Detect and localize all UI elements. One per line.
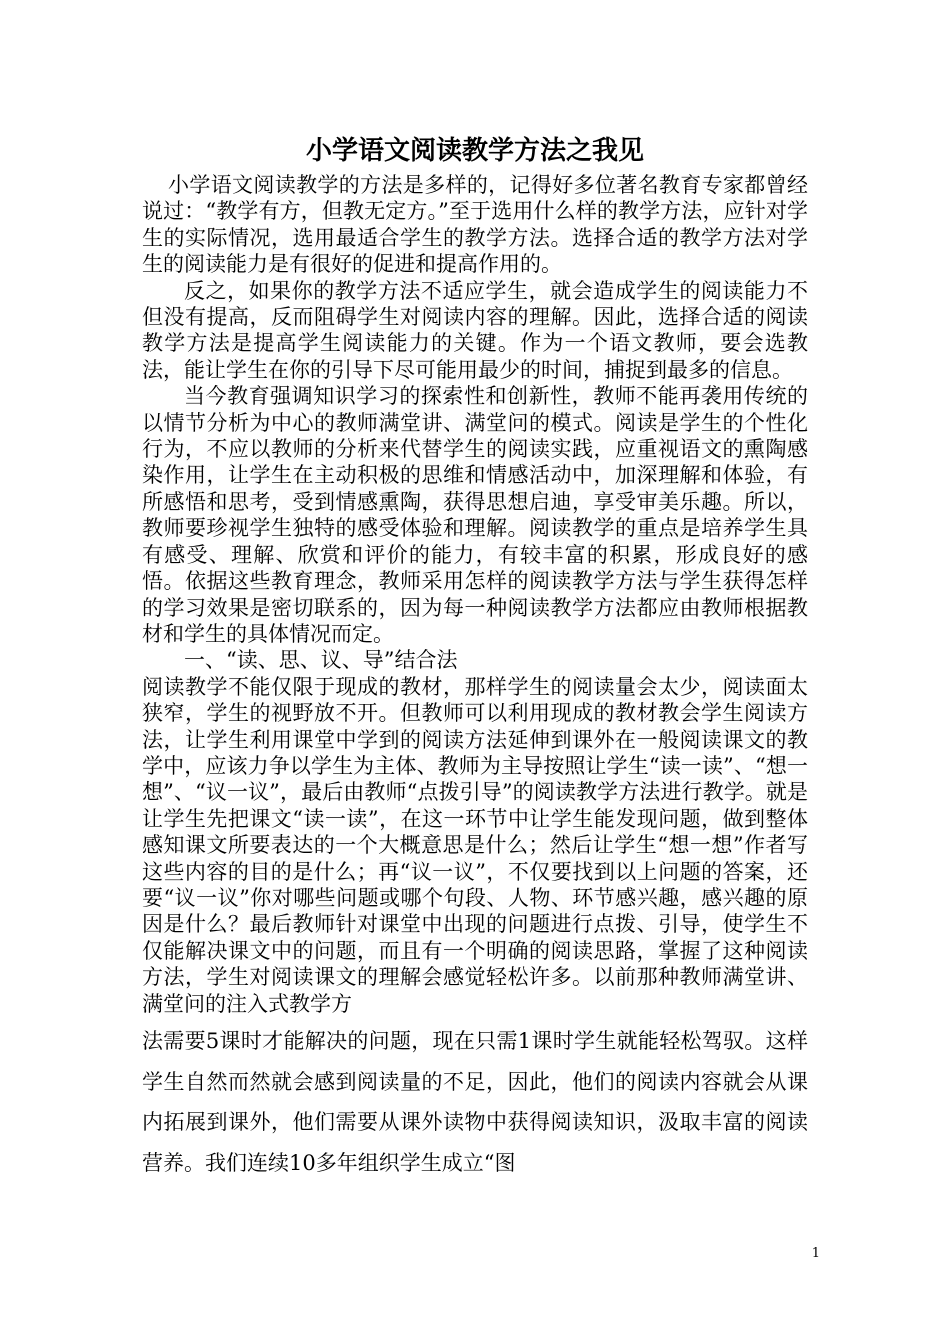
paragraph-2: 反之，如果你的教学方法不适应学生，就会造成学生的阅读能力不但没有提高，反而阻碍学生对阅读内容的理解。因此，选择合适的阅读教学方法是提高学生阅读能力的关键。作为一个语文教师，要会选教法，能让学生在你的引导下尽可能用最少的时间，捕捉到最多的信息。 — [142, 278, 808, 382]
section-heading: 一、“读、思、议、导”结合法 — [184, 648, 458, 673]
paragraph-1: 小学语文阅读教学的方法是多样的，记得好多位著名教育专家都曾经说过：“教学有方，但教无定方。”至于选用什么样的教学方法，应针对学生的实际情况，选用最适合学生的教学方法。选择合适的教学方法对学生的阅读能力是有很好的促进和提高作用的。 — [142, 173, 808, 277]
final-paragraph: 法需要5课时才能解决的问题，现在只需1课时学生就能轻松驾驭。这样学生自然而然就会感到阅读量的不足，因此，他们的阅读内容就会从课内拓展到课外，他们需要从课外读物中获得阅读知识，汲取丰富的阅读营养。我们连续10多年组织学生成立“图 — [142, 1029, 808, 1175]
paragraph-3: 当今教育强调知识学习的探索性和创新性，教师不能再袭用传统的以情节分析为中心的教师满堂讲、满堂问的模式。阅读是学生的个性化行为，不应以教师的分析来代替学生的阅读实践，应重视语文的熏陶感染作用，让学生在主动积极的思维和情感活动中，加深理解和体验，有所感悟和思考，受到情感熏陶，获得思想启迪，享受审美乐趣。所以，教师要珍视学生独特的感受体验和理解。阅读教学的重点是培养学生具有感受、理解、欣赏和评价的能力，有较丰富的积累，形成良好的感悟。依据这些教育理念，教师采用怎样的阅读教学方法与学生获得怎样的学习效果是密切联系的，因为每一种阅读教学方法都应由教师根据教材和学生的具体情况而定。 — [142, 384, 808, 646]
page-number: 1 — [811, 1246, 820, 1261]
document-body — [142, 172, 808, 1183]
document-title: 小学语文阅读教学方法之我见 — [305, 136, 644, 166]
section-paragraph: 阅读教学不能仅限于现成的教材，那样学生的阅读量会太少，阅读面太狭窄，学生的视野放不开。但教师可以利用现成的教材教会学生阅读方法，让学生利用课堂中学到的阅读方法延伸到课外在一般阅读课文的教学中，应该力争以学生为主体、教师为主导按照让学生“读一读”、“想一想”、“议一议”，最后由教师“点拨引导”的阅读教学方法进行教学。就是让学生先把课文“读一读”，在这一环节中让学生能发现问题，做到整体感知课文所要表达的一个大概意思是什么；然后让学生“想一想”作者写这些内容的目的是什么；再“议一议”，不仅要找到以上问题的答案，还要“议一议”你对哪些问题或哪个句段、人物、环节感兴趣，感兴趣的原因是什么？最后教师针对课堂中出现的问题进行点拨、引导，使学生不仅能解决课文中的问题，而且有一个明确的阅读思路，掌握了这种阅读方法，学生对阅读课文的理解会感觉轻松许多。以前那种教师满堂讲、满堂问的注入式教学方 — [142, 674, 808, 1016]
